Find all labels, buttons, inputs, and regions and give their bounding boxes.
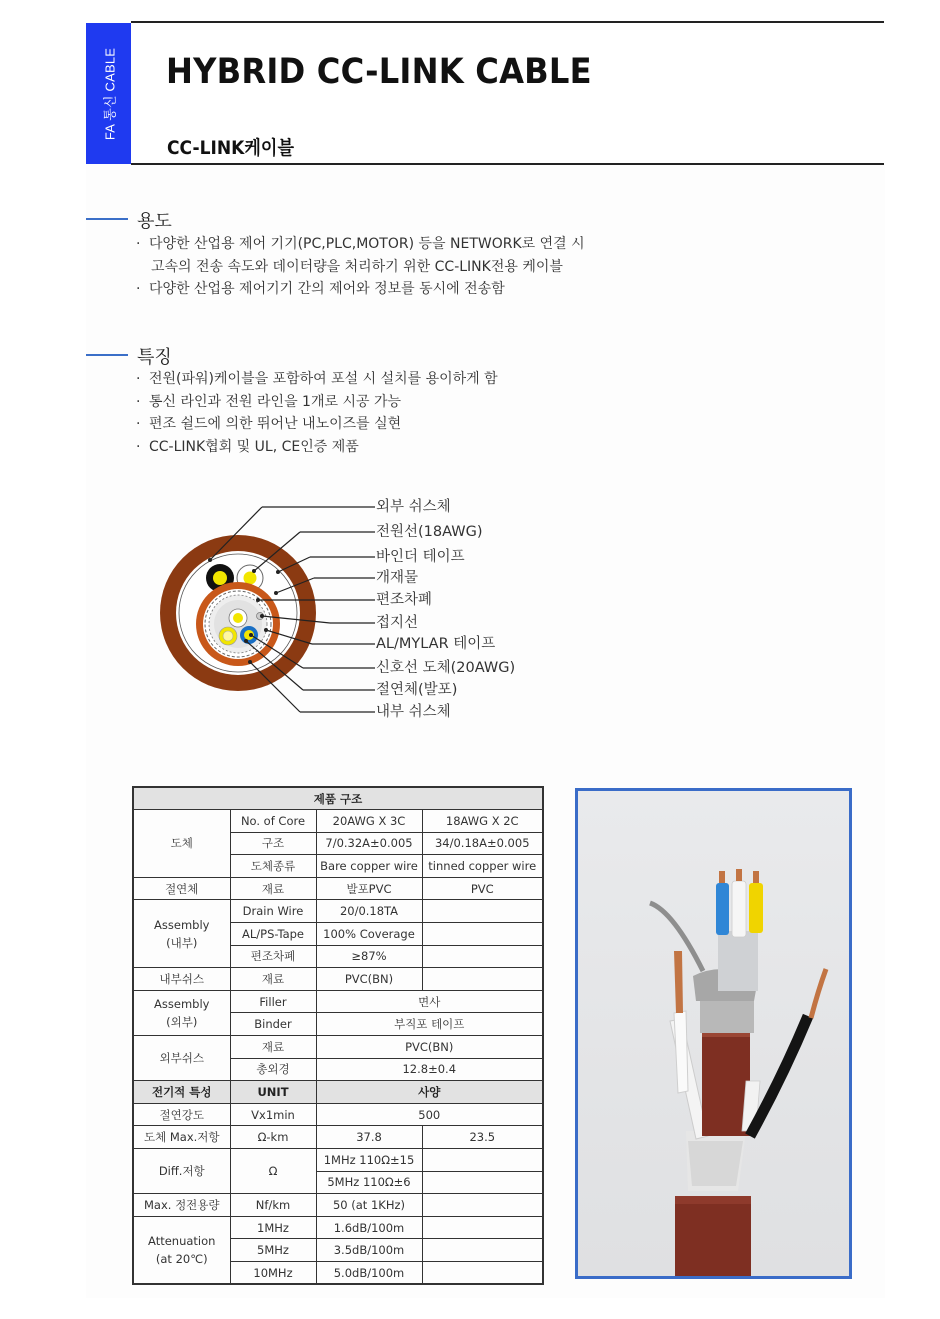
row-label: 절연체 — [133, 877, 230, 900]
cell-value: PVC — [422, 877, 543, 900]
list-item — [136, 256, 585, 279]
row-label-line: (외부) — [166, 1014, 198, 1029]
usage-section — [86, 207, 626, 307]
cable-photo-illustration — [578, 791, 849, 1276]
row-label — [133, 990, 230, 1035]
table-row — [133, 877, 543, 900]
list-item-text: 고속의 전송 속도와 데이터량을 처리하기 위한 CC-LINK전용 케이블 — [151, 258, 563, 275]
cell-value: 7/0.32A±0.005 — [316, 832, 422, 855]
row-label-line: Attenuation — [148, 1233, 216, 1248]
cell-value: 부직포 테이프 — [316, 1013, 543, 1036]
cell-value — [422, 968, 543, 991]
section-heading: 특징 — [137, 347, 172, 368]
callout-al-mylar-tape: AL/MYLAR 테이프 — [376, 636, 496, 652]
cell-attr: 총외경 — [230, 1058, 316, 1081]
row-label: 내부쉬스 — [133, 968, 230, 991]
cell-value: 50 (at 1KHz) — [316, 1194, 422, 1217]
callout-binder-tape: 바인더 테이프 — [376, 549, 465, 565]
table-row — [133, 1126, 543, 1149]
cell-value: 1MHz 110Ω±15 — [316, 1149, 422, 1172]
features-section — [86, 343, 626, 463]
header-top-rule — [131, 21, 884, 23]
row-label: 절연강도 — [133, 1103, 230, 1126]
cell-value: 18AWG X 2C — [422, 810, 543, 833]
table-row — [133, 900, 543, 923]
row-label: 도체 Max.저항 — [133, 1126, 230, 1149]
list-item-text: 다양한 산업용 제어기기 간의 제어와 정보를 동시에 전송함 — [149, 281, 505, 297]
category-label: FA 통신 CABLE — [102, 47, 117, 140]
callout-power-wire: 전원선(18AWG) — [376, 524, 483, 540]
table-row — [133, 1103, 543, 1126]
spec-table — [132, 786, 544, 1285]
list-item — [136, 413, 498, 436]
list-item — [136, 233, 585, 256]
cell-value: 20/0.18TA — [316, 900, 422, 923]
cell-value: 37.8 — [316, 1126, 422, 1149]
row-label-line: (내부) — [166, 935, 198, 950]
cell-empty — [422, 1171, 543, 1194]
cell-value: 5.0dB/100m — [316, 1261, 422, 1284]
bullet-icon: · — [136, 416, 141, 432]
cell-value: 3.5dB/100m — [316, 1239, 422, 1262]
cell-attr: 재료 — [230, 968, 316, 991]
page-subtitle: CC-LINK케이블 — [167, 137, 294, 159]
row-label-line: Assembly — [154, 917, 210, 932]
cell-value: 1.6dB/100m — [316, 1216, 422, 1239]
cell-value: 100% Coverage — [316, 923, 422, 946]
cell-value: 면사 — [316, 990, 543, 1013]
list-item — [136, 436, 498, 459]
cell-attr: 도체종류 — [230, 855, 316, 878]
cell-value: 20AWG X 3C — [316, 810, 422, 833]
header-bottom-rule — [131, 163, 884, 165]
cell-attr: Drain Wire — [230, 900, 316, 923]
callout-inner-sheath: 내부 쉬스체 — [376, 704, 451, 720]
cell-value — [422, 900, 543, 923]
section-heading: 용도 — [137, 211, 172, 232]
table-title-row — [133, 787, 543, 810]
cell-empty — [422, 1149, 543, 1172]
section-bar — [86, 354, 128, 356]
row-label: 도체 — [133, 810, 230, 878]
cell-value: 34/0.18A±0.005 — [422, 832, 543, 855]
table-row — [133, 968, 543, 991]
bullet-icon: · — [136, 236, 141, 252]
cell-unit: Vx1min — [230, 1103, 316, 1126]
cell-value: tinned copper wire — [422, 855, 543, 878]
bullet-icon: · — [136, 281, 141, 297]
cell-empty — [422, 1239, 543, 1262]
list-item-text: 다양한 산업용 제어 기기(PC,PLC,MOTOR) 등을 NETWORK로 연결 시 — [149, 236, 585, 252]
row-label — [133, 900, 230, 968]
category-strip — [86, 23, 131, 164]
column-header: 전기적 특성 — [133, 1081, 230, 1104]
cell-attr: Binder — [230, 1013, 316, 1036]
table-row — [133, 810, 543, 833]
table-title: 제품 구조 — [133, 787, 543, 810]
cell-value: 500 — [316, 1103, 543, 1126]
list-item — [136, 278, 585, 301]
bullet-icon: · — [136, 438, 141, 455]
cell-empty — [422, 1216, 543, 1239]
callout-braid-shield: 편조차폐 — [376, 592, 433, 608]
product-photo — [575, 788, 852, 1279]
bullet-icon: · — [136, 371, 141, 387]
row-label: Diff.저항 — [133, 1149, 230, 1194]
cell-unit: Nf/km — [230, 1194, 316, 1217]
list-item — [136, 391, 498, 414]
table-row — [133, 1216, 543, 1239]
cell-value: PVC(BN) — [316, 1036, 543, 1059]
row-label-line: Assembly — [154, 996, 210, 1011]
list-item-text: CC-LINK협회 및 UL, CE인증 제품 — [149, 438, 359, 455]
callout-outer-sheath: 외부 쉬스체 — [376, 499, 451, 515]
cell-empty — [422, 1261, 543, 1284]
cell-unit: 10MHz — [230, 1261, 316, 1284]
page-title: HYBRID CC-LINK CABLE — [166, 52, 592, 92]
cell-attr: 재료 — [230, 877, 316, 900]
list-item-text: 통신 라인과 전원 라인을 1개로 시공 가능 — [149, 393, 401, 410]
cell-attr: 재료 — [230, 1036, 316, 1059]
table-row — [133, 1036, 543, 1059]
cell-unit: 1MHz — [230, 1216, 316, 1239]
callout-drain-wire: 접지선 — [376, 615, 419, 631]
cell-value: 발포PVC — [316, 877, 422, 900]
cell-value: PVC(BN) — [316, 968, 422, 991]
row-label: Max. 정전용량 — [133, 1194, 230, 1217]
column-header: UNIT — [230, 1081, 316, 1104]
column-header: 사양 — [316, 1081, 543, 1104]
cell-value — [422, 923, 543, 946]
cell-value: 5MHz 110Ω±6 — [316, 1171, 422, 1194]
cell-unit: 5MHz — [230, 1239, 316, 1262]
cell-attr: Filler — [230, 990, 316, 1013]
cell-attr: AL/PS-Tape — [230, 923, 316, 946]
cell-attr: 구조 — [230, 832, 316, 855]
callout-insulation: 절연체(발포) — [376, 682, 458, 698]
cell-unit: Ω-km — [230, 1126, 316, 1149]
list-item-text: 편조 쉴드에 의한 뛰어난 내노이즈를 실현 — [149, 416, 402, 432]
callout-signal-conductor: 신호선 도체(20AWG) — [376, 660, 516, 676]
electrical-header-row — [133, 1081, 543, 1104]
section-bar — [86, 218, 128, 220]
row-label-line: (at 20℃) — [155, 1251, 208, 1266]
list-item — [136, 368, 498, 391]
row-label: 외부쉬스 — [133, 1036, 230, 1081]
features-list — [136, 368, 498, 458]
cell-attr: No. of Core — [230, 810, 316, 833]
callout-filler: 개재물 — [376, 570, 419, 586]
row-label — [133, 1216, 230, 1284]
cell-unit: Ω — [230, 1149, 316, 1194]
cell-value: 23.5 — [422, 1126, 543, 1149]
bullet-icon: · — [136, 393, 141, 410]
table-row — [133, 1194, 543, 1217]
cell-attr: 편조차폐 — [230, 945, 316, 968]
table-row — [133, 990, 543, 1013]
cell-value — [422, 945, 543, 968]
table-row — [133, 1149, 543, 1172]
cell-value: Bare copper wire — [316, 855, 422, 878]
cable-cross-section-diagram — [150, 490, 530, 730]
cell-empty — [422, 1194, 543, 1217]
usage-list — [136, 233, 585, 301]
cell-value: ≥87% — [316, 945, 422, 968]
list-item-text: 전원(파워)케이블을 포함하여 포설 시 설치를 용이하게 함 — [149, 371, 498, 387]
cell-value: 12.8±0.4 — [316, 1058, 543, 1081]
